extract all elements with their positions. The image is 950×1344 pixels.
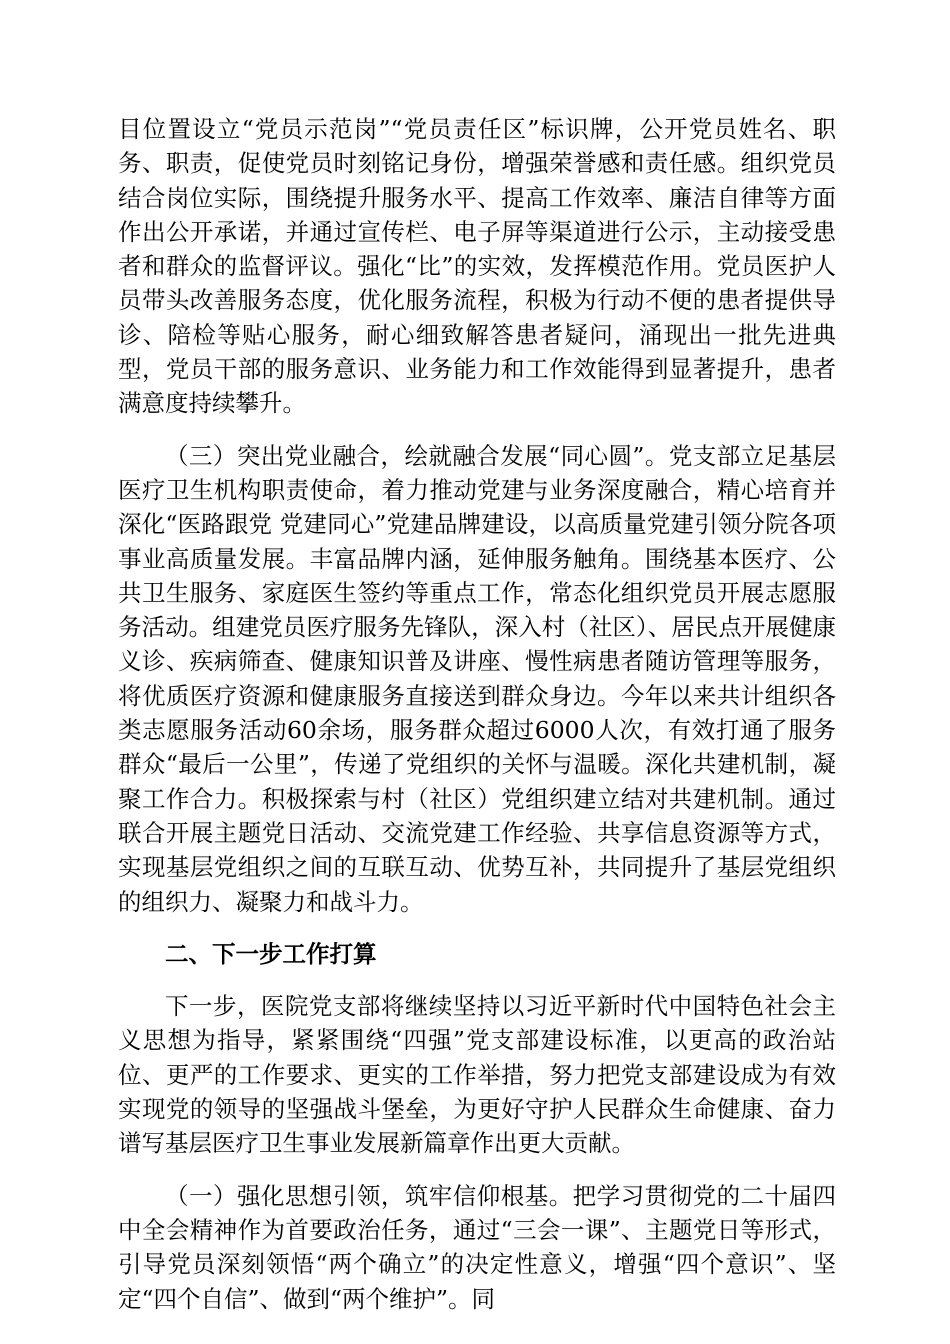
body-paragraph-2: （三）突出党业融合，绘就融合发展“同心圆”。党支部立足基层医疗卫生机构职责使命，着力推动党建与业务深度融合，精心培育并深化“医路跟党 党建同心”党建品牌建设，以高质量党建引领分院各项事业高质量发展。丰富品牌内涵，延伸服务触角。围绕基本医疗、公共卫生服务、家庭医生签约等重点工作，常态化组织党员开展志愿服务活动。组建党员医疗服务先锋队，深入村（社区）、居民点开展健康义诊、疾病筛查、健康知识普及讲座、慢性病患者随访管理等服务，将优质医疗资源和健康服务直接送到群众身边。今年以来共计组织各类志愿服务活动60余场，服务群众超过6000人次，有效打通了服务群众“最后一公里”，传递了党组织的关怀与温暖。深化共建机制，凝聚工作合力。积极探索与村（社区）党组织建立结对共建机制。通过联合开展主题党日活动、交流党建工作经验、共享信息资源等方式，实现基层党组织之间的互联互动、优势互补，共同提升了基层党组织的组织力、凝聚力和战斗力。 [118,441,836,916]
paragraph-gap [118,421,836,439]
body-paragraph-1: 目位置设立“党员示范岗”“党员责任区”标识牌，公开党员姓名、职务、职责，促使党员时刻铭记身份，增强荣誉感和责任感。组织党员结合岗位实际，围绕提升服务水平、提高工作效率、廉洁自律等方面作出公开承诺，并通过宣传栏、电子屏等渠道进行公示，主动接受患者和群众的监督评议。强化“比”的实效，发挥模范作用。党员医护人员带头改善服务态度，优化服务流程，积极为行动不便的患者提供导诊、陪检等贴心服务，耐心细致解答患者疑问，涌现出一批先进典型，党员干部的服务意识、业务能力和工作效能得到显著提升，患者满意度持续攀升。 [118,115,836,418]
paragraph-gap [118,1161,836,1179]
paragraph-gap [118,971,836,989]
body-paragraph-4: （一）强化思想引领，筑牢信仰根基。把学习贯彻党的二十届四中全会精神作为首要政治任务，通过“三会一课”、主题党日等形式，引导党员深刻领悟“两个确立”的决定性意义，增强“四个意识”、坚定“四个自信”、做到“两个维护”。同 [118,1181,836,1313]
document-page [118,112,836,1316]
body-paragraph-3: 下一步，医院党支部将继续坚持以习近平新时代中国特色社会主义思想为指导，紧紧围绕“四强”党支部建设标准，以更高的政治站位、更严的工作要求、更实的工作举措，努力把党支部建设成为有效实现党的领导的坚强战斗堡垒，为更好守护人民群众生命健康、奋力谱写基层医疗卫生事业发展新篇章作出更大贡献。 [118,992,836,1158]
section-heading: 二、下一步工作打算 [165,939,377,968]
paragraph-gap [118,919,836,937]
